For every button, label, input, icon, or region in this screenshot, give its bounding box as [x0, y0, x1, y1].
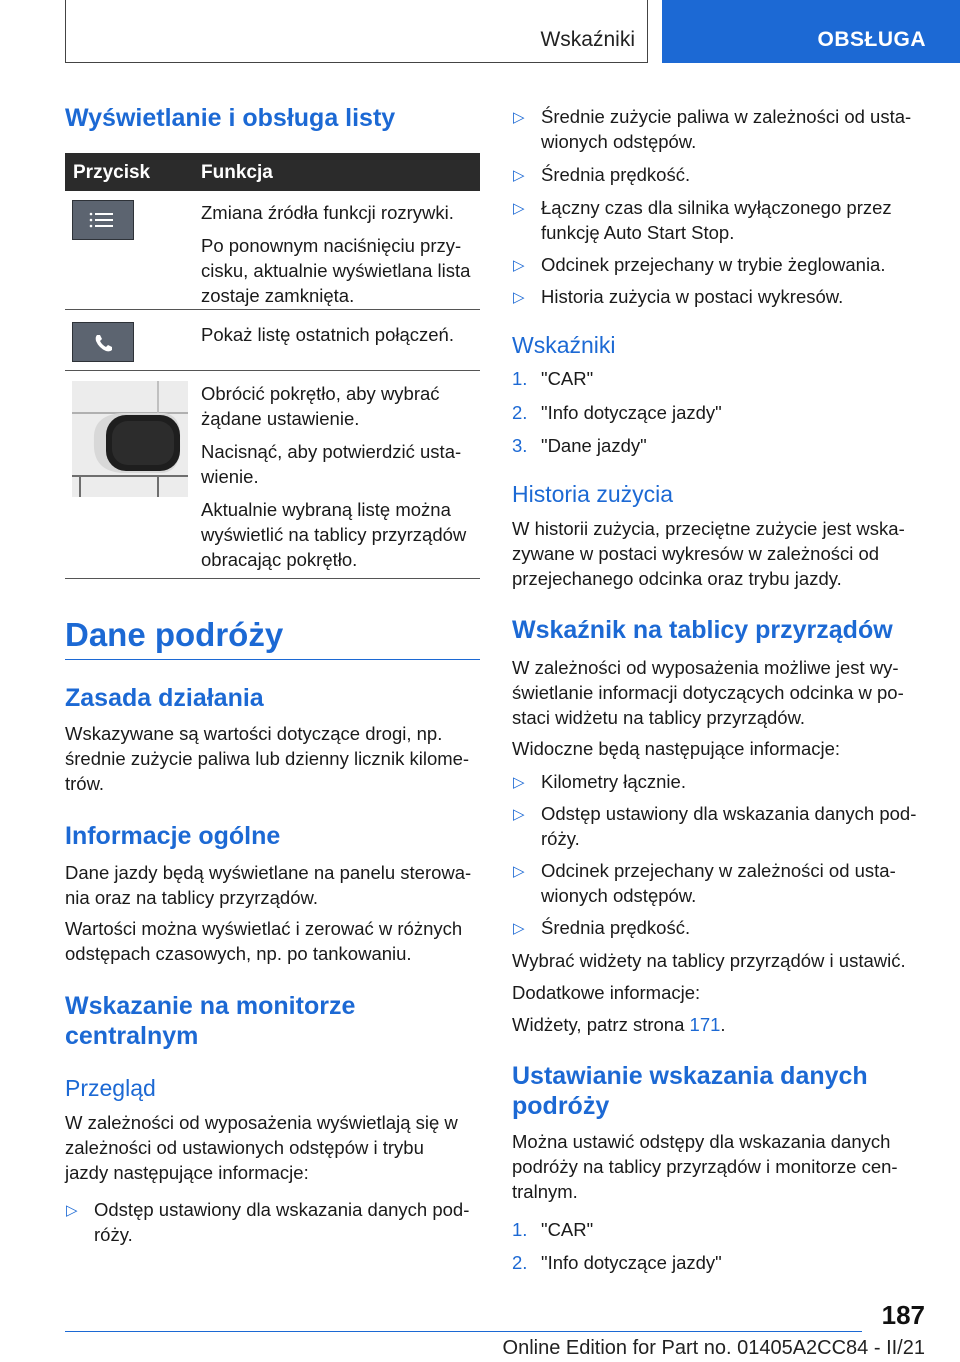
widzety-reference: Widżety, patrz strona 171.	[512, 1014, 726, 1035]
page-number: 187	[881, 1300, 925, 1330]
list-item: ▷ Kilometry łącznie.	[512, 769, 927, 794]
list-item: 2. "Info dotyczące jazdy"	[512, 402, 722, 423]
table-row-2-function	[201, 322, 476, 347]
ustawianie-text: Można ustawić odstępy dla wskazania danych podróży na tablicy przyrządów i monitorze cen-tralnym.	[512, 1131, 898, 1202]
tablica-title: Wskaźnik na tablicy przyrządów	[512, 616, 893, 644]
info-text-1: Dane jazdy będą wyświetlane na panelu sterowa-nia oraz na tablicy przyrządów.	[65, 862, 472, 908]
row3-text-3: Aktualnie wybraną listę można wyświetlić na tablicy przyrządów obracając pokrętło.	[201, 499, 467, 570]
header-chapter-tab	[662, 0, 960, 63]
title-underline	[65, 659, 480, 660]
table-header-button: Przycisk	[73, 162, 151, 183]
list-item: 1. "CAR"	[512, 1219, 594, 1240]
list-menu-icon	[72, 200, 134, 240]
info-title: Informacje ogólne	[65, 822, 281, 850]
table-row-3-function	[201, 381, 476, 572]
button-function-table-header	[65, 153, 480, 191]
row3-text-2: Nacisnąć, aby potwierdzić usta-wienie.	[201, 441, 462, 487]
row2-text-1: Pokaż listę ostatnich połączeń.	[201, 324, 454, 345]
historia-title: Historia zużycia	[512, 481, 674, 507]
tablica-text: W zależności od wyposażenia możliwe jest wy-świetlanie informacji dotyczących odcinka w po-staci widżetu na tablicy przyrządów.	[512, 657, 904, 728]
monitor-title: Wskazanie na monitorze centralnym	[65, 992, 356, 1050]
page-title: Dane podróży	[65, 616, 284, 653]
list-item: 1. "CAR"	[512, 368, 594, 389]
wybrac-text: Wybrać widżety na tablicy przyrządów i ustawić.	[512, 950, 906, 971]
header-section-box	[65, 0, 648, 63]
bullet-triangle-icon: ▷	[513, 257, 525, 274]
table-row-divider	[65, 309, 480, 310]
list-item: ▷ Odcinek przejechany w zależności od usta-wionych odstępów.	[513, 860, 896, 906]
list-item: ▷ Odstęp ustawiony dla wskazania danych pod-róży.	[66, 1199, 470, 1245]
list-item: ▷ Średnia prędkość.	[512, 162, 927, 187]
widoczne-text: Widoczne będą następujące informacje:	[512, 738, 841, 759]
list-item: ▷ Odstęp ustawiony dla wskazania danych pod-róży.	[513, 803, 917, 849]
zasada-text: Wskazywane są wartości dotyczące drogi, np. średnie zużycie paliwa lub dzienny licznik kilome-trów.	[65, 723, 470, 794]
list-item: ▷ Odcinek przejechany w trybie żeglowania.	[512, 252, 927, 277]
bullet-triangle-icon: ▷	[513, 167, 525, 184]
bullet-triangle-icon: ▷	[513, 200, 525, 217]
edition-footer: Online Edition for Part no. 01405A2CC84 - II/21	[502, 1337, 925, 1359]
phone-icon	[72, 322, 134, 362]
bullet-triangle-icon: ▷	[513, 863, 525, 880]
page-link-171[interactable]: 171	[689, 1014, 721, 1035]
przeglad-title: Przegląd	[65, 1075, 156, 1101]
footer-divider	[65, 1331, 862, 1332]
bullet-triangle-icon: ▷	[513, 774, 525, 791]
zasada-title: Zasada działania	[65, 684, 264, 712]
row1-text-2: Po ponownym naciśnięciu przy-cisku, aktualnie wyświetlana lista zostaje zamknięta.	[201, 235, 471, 306]
table-header-function: Funkcja	[201, 162, 273, 183]
list-item: ▷ Średnie zużycie paliwa w zależności od usta-wionych odstępów.	[513, 106, 912, 152]
bullet-triangle-icon: ▷	[513, 109, 525, 126]
list-item: ▷ Średnia prędkość.	[512, 915, 927, 940]
header-chapter-title: OBSŁUGA	[817, 28, 926, 51]
list-section-title: Wyświetlanie i obsługa listy	[65, 104, 396, 132]
table-row-divider	[65, 578, 480, 579]
list-item: 3. "Dane jazdy"	[512, 435, 647, 456]
bullet-triangle-icon: ▷	[513, 806, 525, 823]
list-item: 2. "Info dotyczące jazdy"	[512, 1252, 722, 1273]
bullet-triangle-icon: ▷	[513, 289, 525, 306]
dodatkowe-text: Dodatkowe informacje:	[512, 982, 701, 1003]
list-item: ▷ Łączny czas dla silnika wyłączonego przez funkcję Auto Start Stop.	[513, 197, 892, 243]
controller-knob-icon	[72, 381, 188, 497]
table-row-divider	[65, 370, 480, 371]
przeglad-text: W zależności od wyposażenia wyświetlają się w zależności od ustawionych odstępów i trybu jazdy następujące informacje:	[65, 1112, 458, 1183]
row1-text-1: Zmiana źródła funkcji rozrywki.	[201, 202, 454, 223]
list-item: ▷ Historia zużycia w postaci wykresów.	[512, 284, 927, 309]
historia-text: W historii zużycia, przeciętne zużycie jest wska-zywane w postaci wykresów w zależności od przejechanego odcinka oraz trybu jazdy.	[512, 518, 905, 589]
ustawianie-title: Ustawianie wskazania danych podróży	[512, 1062, 868, 1120]
info-text-2: Wartości można wyświetlać i zerować w różnych odstępach czasowych, np. po tankowaniu.	[65, 918, 463, 964]
table-row-1-function	[201, 200, 476, 308]
row3-text-1: Obrócić pokrętło, aby wybrać żądane ustawienie.	[201, 383, 440, 429]
header-section-title: Wskaźniki	[540, 28, 635, 51]
wskazniki-title: Wskaźniki	[512, 332, 616, 358]
bullet-triangle-icon: ▷	[66, 1202, 78, 1219]
bullet-triangle-icon: ▷	[513, 920, 525, 937]
